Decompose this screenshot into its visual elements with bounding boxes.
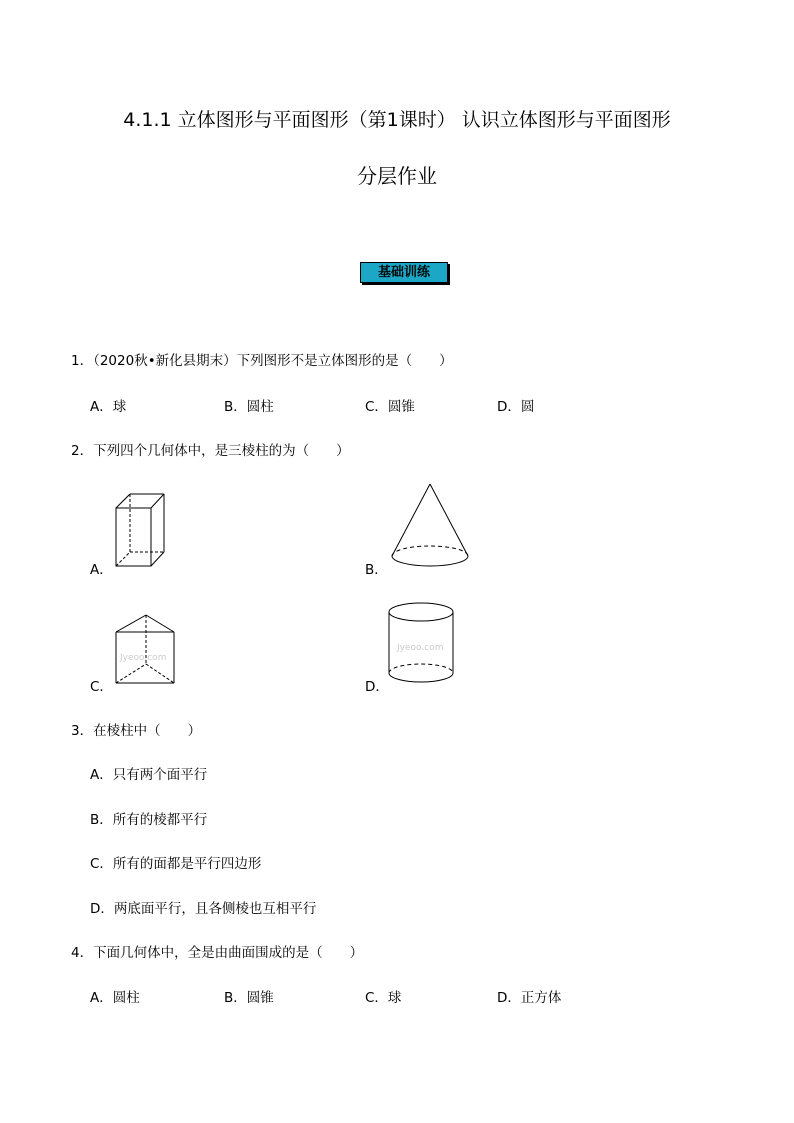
q4-option-a: A．圆柱 (90, 990, 140, 1006)
q3-option-a: A．只有两个面平行 (90, 767, 208, 783)
q2-option-b: B． (365, 562, 388, 578)
q3-option-b: B．所有的棱都平行 (90, 812, 208, 828)
question-1: 1．（2020秋•新化县期末）下列图形不是立体图形的是（ ） (71, 353, 453, 369)
q3-option-c: C．所有的面都是平行四边形 (90, 856, 262, 872)
page-subtitle: 分层作业 (357, 164, 437, 188)
q3-option-d: D．两底面平行，且各侧棱也互相平行 (90, 901, 317, 917)
watermark-text: Jyeoo.com (120, 653, 167, 663)
question-2: 2．下列四个几何体中，是三棱柱的为（ ） (71, 443, 350, 459)
watermark-text-2: Jyeoo.com (397, 643, 444, 653)
question-3: 3．在棱柱中（ ） (71, 723, 202, 739)
q1-option-a: A．球 (90, 399, 127, 415)
q1-option-b: B．圆柱 (224, 399, 274, 415)
q4-option-c: C．球 (365, 990, 402, 1006)
q2-option-c: C． (90, 679, 113, 695)
rectangular-prism-figure (110, 490, 170, 570)
page-title: 4.1.1 立体图形与平面图形（第1课时） 认识立体图形与平面图形 (123, 109, 671, 131)
q1-option-c: C．圆锥 (365, 399, 415, 415)
cone-figure (388, 480, 473, 572)
cylinder-figure (385, 600, 465, 690)
q1-option-d: D．圆 (497, 399, 535, 415)
question-4: 4．下面几何体中，全是由曲面围成的是（ ） (71, 945, 364, 961)
triangular-prism-figure (110, 610, 180, 688)
q4-option-d: D．正方体 (497, 990, 562, 1006)
q4-option-b: B．圆锥 (224, 990, 274, 1006)
section-badge: 基础训练 (360, 262, 448, 283)
q2-option-d: D． (365, 679, 389, 695)
q2-option-a: A． (90, 562, 113, 578)
